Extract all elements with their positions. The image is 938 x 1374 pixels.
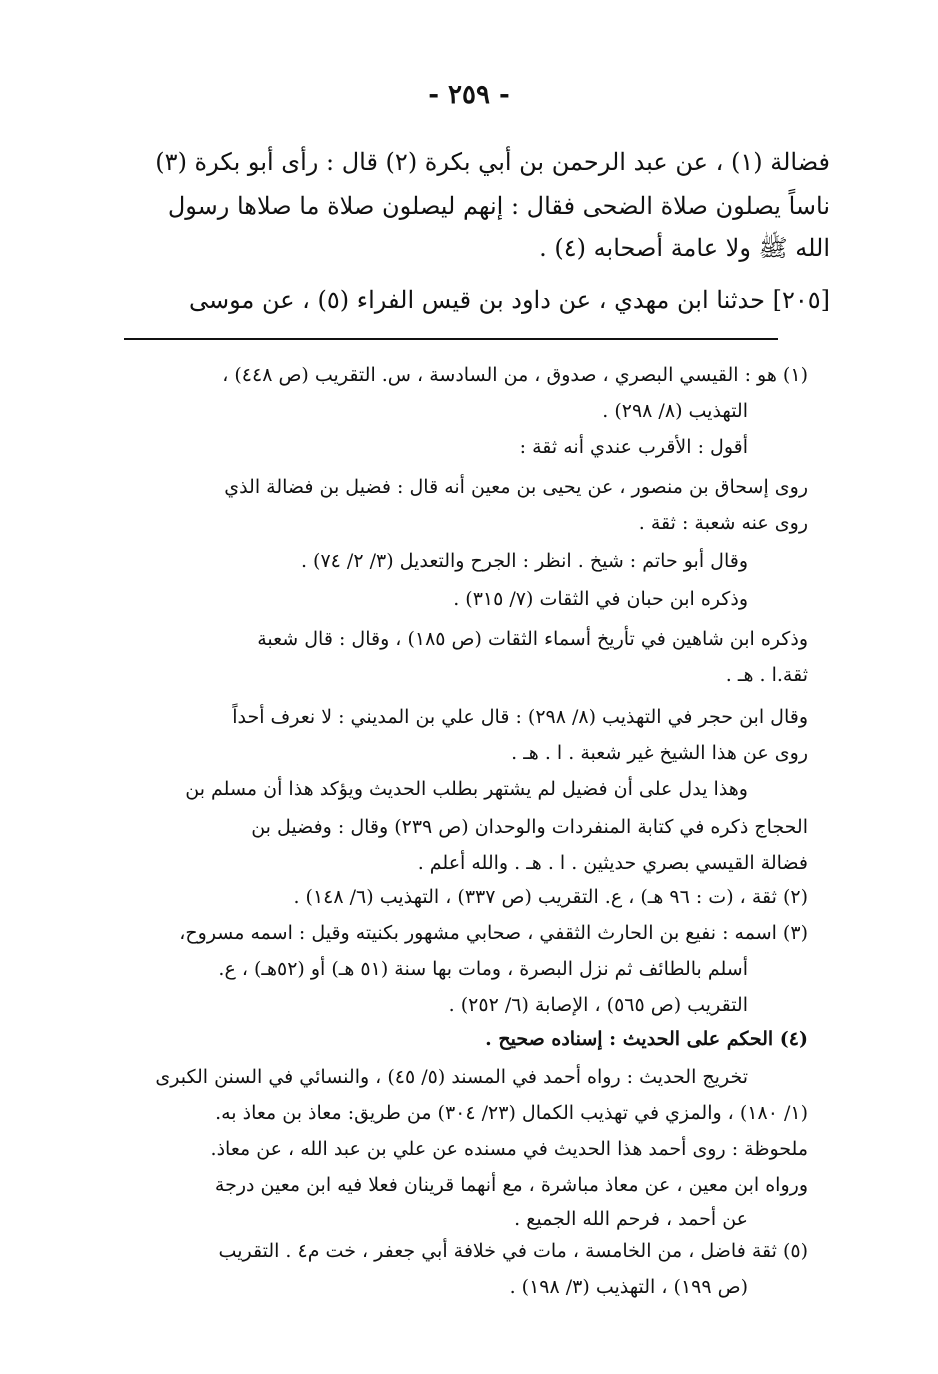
footnote-line: تخريج الحديث : رواه أحمد في المسند (٥/ ٤٥) ، والنسائي في السنن الكبرى [155, 1066, 748, 1088]
hadith-205-line: [٢٠٥] حدثنا ابن مهدي ، عن داود بن قيس الفراء (٥) ، عن موسى [188, 286, 830, 314]
footnote-line: الحجاج ذكره في كتابة المنفردات والوحدان (ص ٢٣٩) وقال : وفضيل بن [251, 816, 808, 838]
main-line: فضالة (١) ، عن عبد الرحمن بن أبي بكرة (٢) قال : رأى أبو بكرة (٣) [155, 148, 830, 176]
footnote-line: (ص ١٩٩) ، التهذيب (٣/ ١٩٨) . [509, 1276, 748, 1298]
footnote-1: (١) هو : القيسي البصري ، صدوق ، من السادسة ، س. التقريب (ص ٤٤٨) ، [222, 364, 808, 386]
footnote-line: روى إسحاق بن منصور ، عن يحيى بن معين أنه قال : فضيل بن فضالة الذي [224, 476, 808, 498]
footnote-line: ملحوظة : روى أحمد هذا الحديث في مسنده عن علي بن عبد الله ، عن معاذ. [210, 1138, 808, 1160]
footnote-line: أسلم بالطائف ثم نزل البصرة ، ومات بها سنة (٥١ هـ) أو (٥٢هـ) ، ع. [218, 958, 748, 980]
footnote-line: عن أحمد ، فرحم الله الجميع . [514, 1208, 748, 1230]
footnote-line: (١/ ١٨٠) ، والمزي في تهذيب الكمال (٢٣/ ٣٠٤) من طريق: معاذ بن معاذ به. [215, 1102, 808, 1124]
footnote-line: التهذيب (٨/ ٢٩٨) . [602, 400, 748, 422]
footnote-line: أقول : الأقرب عندي أنه ثقة : [519, 436, 748, 458]
footnote-line: التقريب (ص ٥٦٥) ، الإصابة (٦/ ٢٥٢) . [448, 994, 748, 1016]
footnote-line: وذكره ابن شاهين في تأريخ أسماء الثقات (ص ١٨٥) ، وقال : قال شعبة [257, 628, 808, 650]
footnote-line: وقال أبو حاتم : شيخ . انظر : الجرح والتعديل (٣/ ٢/ ٧٤) . [300, 550, 748, 572]
footnote-4: (٤) الحكم على الحديث : إسناده صحيح . [485, 1028, 808, 1050]
footnote-line: وهذا يدل على أن فضيل لم يشتهر بطلب الحديث ويؤكد هذا أن مسلم بن [185, 778, 748, 800]
footnote-line: روى عن هذا الشيخ غير شعبة . ا . هـ . [511, 742, 808, 764]
footnote-line: ثقة.ا . هـ . [725, 664, 808, 686]
footnote-line: روى عنه شعبة : ثقة . [638, 512, 808, 534]
page-number: - ٢٥٩ - [428, 80, 510, 110]
main-line: الله ﷺ ولا عامة أصحابه (٤) . [539, 234, 830, 262]
main-line: ناساً يصلون صلاة الضحى فقال : إنهم ليصلون صلاة ما صلاها رسول [167, 192, 830, 220]
footnote-3: (٣) اسمه : نفيع بن الحارث الثقفي ، صحابي مشهور بكنيته وقيل : اسمه مسروح، [179, 922, 808, 944]
footnote-2: (٢) ثقة ، (ت : ٩٦ هـ) ، ع. التقريب (ص ٣٣٧) ، التهذيب (٦/ ١٤٨) . [293, 886, 808, 908]
footnote-separator [124, 338, 778, 340]
footnote-line: ورواه ابن معين ، عن معاذ مباشرة ، مع أنهما قرينان فعلا فيه ابن معين درجة [214, 1174, 808, 1196]
footnote-5: (٥) ثقة فاضل ، من الخامسة ، مات في خلافة أبي جعفر ، خت م٤ . التقريب [218, 1240, 808, 1262]
footnote-line: وذكره ابن حبان في الثقات (٧/ ٣١٥) . [453, 588, 748, 610]
footnote-line: فضالة القيسي بصري حديثين . ا . هـ . والله أعلم . [417, 852, 808, 874]
footnote-line: وقال ابن حجر في التهذيب (٨/ ٢٩٨) : قال علي بن المديني : لا نعرف أحداً [232, 706, 808, 728]
